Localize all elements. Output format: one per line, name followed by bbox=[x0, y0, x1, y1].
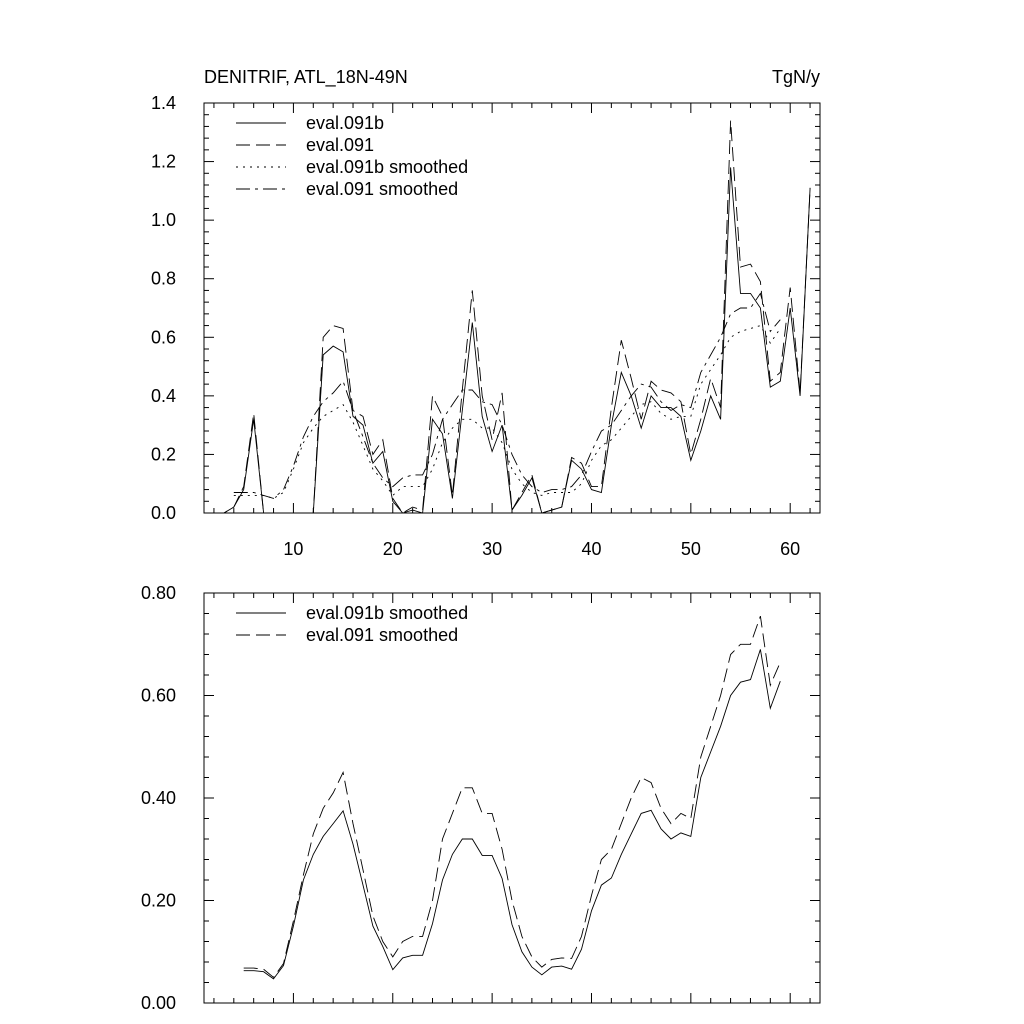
tick-marks bbox=[204, 593, 820, 1003]
legend-label: eval.091 smoothed bbox=[306, 179, 459, 199]
legend bbox=[236, 113, 468, 199]
tick-marks bbox=[204, 103, 820, 513]
y-tick-label: 0.8 bbox=[150, 268, 176, 289]
y-tick-label: 1.0 bbox=[150, 210, 176, 231]
series-lines bbox=[214, 121, 810, 513]
x-tick-label: 10 bbox=[283, 539, 304, 559]
legend-label: eval.091 bbox=[306, 135, 375, 155]
top-panel bbox=[151, 67, 820, 559]
legend-label: eval.091b smoothed bbox=[306, 603, 469, 623]
units-label: TgN/y bbox=[771, 67, 820, 87]
series-line bbox=[214, 167, 810, 513]
x-tick-label: 20 bbox=[382, 539, 403, 559]
y-tick-labels bbox=[141, 583, 176, 1013]
legend-label: eval.091 smoothed bbox=[306, 625, 459, 645]
legend-label: eval.091b bbox=[306, 113, 385, 133]
series-line bbox=[244, 649, 781, 979]
plot-frame bbox=[204, 103, 820, 513]
bottom-panel bbox=[141, 583, 820, 1013]
y-tick-label: 0.40 bbox=[140, 788, 176, 808]
plot-frame bbox=[204, 593, 820, 1003]
x-tick-label: 30 bbox=[482, 539, 503, 559]
y-tick-label: 0.4 bbox=[150, 385, 176, 406]
x-tick-label: 40 bbox=[581, 539, 602, 559]
y-tick-label: 0.80 bbox=[140, 583, 176, 603]
y-tick-label: 0.00 bbox=[140, 993, 176, 1013]
y-tick-label: 1.4 bbox=[150, 93, 176, 113]
x-tick-label: 60 bbox=[780, 539, 801, 559]
x-tick-labels bbox=[283, 539, 800, 559]
legend-label: eval.091b smoothed bbox=[306, 157, 469, 177]
legend bbox=[236, 603, 468, 645]
x-tick-label: 50 bbox=[680, 539, 701, 559]
series-lines bbox=[244, 616, 781, 979]
y-tick-label: 0.0 bbox=[150, 503, 176, 523]
y-tick-labels bbox=[151, 93, 176, 523]
y-tick-label: 1.2 bbox=[150, 151, 176, 172]
y-tick-label: 0.2 bbox=[150, 444, 176, 465]
y-tick-label: 0.20 bbox=[140, 890, 176, 911]
y-tick-label: 0.60 bbox=[140, 685, 176, 706]
y-tick-label: 0.6 bbox=[150, 327, 176, 348]
chart-title: DENITRIF, ATL_18N-49N bbox=[204, 67, 408, 87]
